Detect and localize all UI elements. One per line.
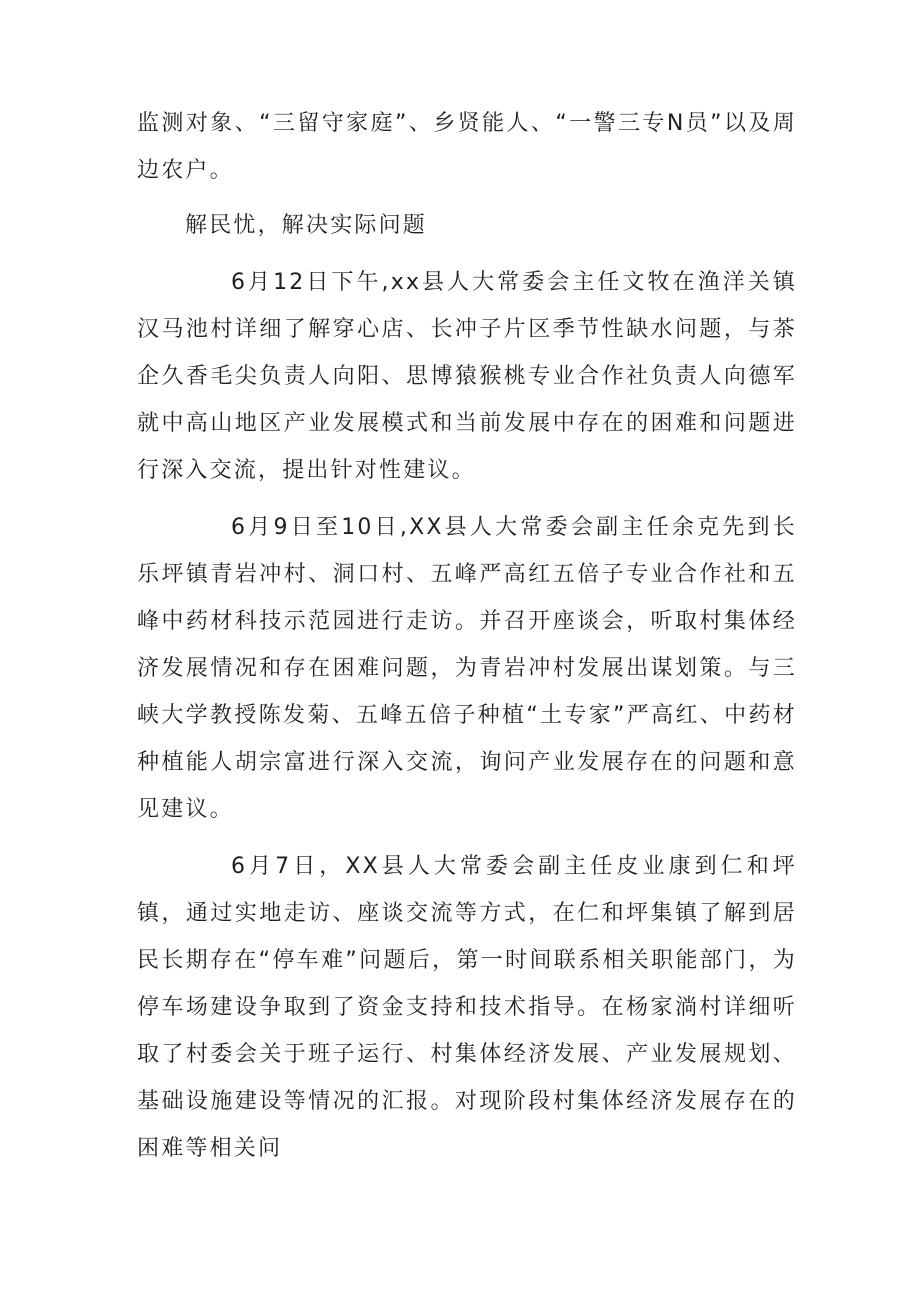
paragraph-june-12: 6月12日下午,xx县人大常委会主任文牧在渔洋关镇汉马池村详细了解穿心店、长冲子片区季节性缺水问题，与茶企久香毛尖负责人向阳、思博猿猴桃专业合作社负责人向德军就中高山地区产业发展模式和当前发展中存在的困难和问题进行深入交流，提出针对性建议。 — [137, 270, 797, 483]
document-body — [137, 100, 797, 1172]
paragraph-june-9-10: 6月9日至10日,XX县人大常委会副主任余克先到长乐坪镇青岩冲村、洞口村、五峰严高红五倍子专业合作社和五峰中药材科技示范园进行走访。并召开座谈会，听取村集体经济发展情况和存在困难问题，为青岩冲村发展出谋划策。与三峡大学教授陈发菊、五峰五倍子种植“土专家”严高红、中药材种植能人胡宗富进行深入交流，询问产业发展存在的问题和意见建议。 — [137, 515, 797, 822]
paragraph-june-7: 6月7日，XX县人大常委会副主任皮业康到仁和坪镇，通过实地走访、座谈交流等方式，在仁和坪集镇了解到居民长期存在“停车难”问题后，第一时间联系相关职能部门，为停车场建设争取到了资金支持和技术指导。在杨家淌村详细听取了村委会关于班子运行、村集体经济发展、产业发展规划、基础设施建设等情况的汇报。对现阶段村集体经济发展存在的困难等相关问 — [137, 854, 797, 1161]
paragraph-continuation: 监测对象、“三留守家庭”、乡贤能人、“一警三专N员”以及周边农户。 — [137, 111, 797, 183]
section-heading: 解民忧，解决实际问题 — [185, 213, 428, 238]
